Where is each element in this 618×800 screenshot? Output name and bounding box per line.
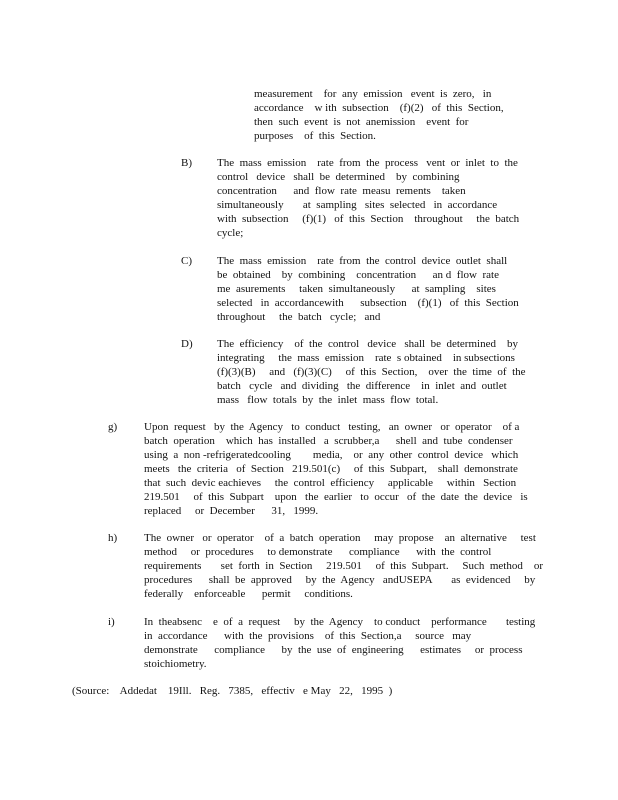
text-line: then such event is not anemission event for xyxy=(254,116,469,128)
text-line: throughout the batch cycle; and xyxy=(217,311,381,323)
text-line: demonstrate compliance by the use of engineering estimates or process xyxy=(144,644,523,656)
section-i-paragraph xyxy=(144,615,535,671)
text-line: concentration and flow rate measu rements taken xyxy=(217,185,466,197)
text-line: 219.501 of this Subpart upon the earlier to occur of the date the device is xyxy=(144,491,528,503)
text-line: The owner or operator of a batch operation may propose an alternative test xyxy=(144,532,536,544)
item-label-b: B) xyxy=(181,157,192,169)
section-label-g: g) xyxy=(108,421,118,433)
text-line: measurement for any emission event is zero, in xyxy=(254,88,492,100)
text-line: The mass emission rate from the control device outlet shall xyxy=(217,255,508,267)
section-label-i: i) xyxy=(108,616,115,628)
text-line: Upon request by the Agency to conduct testing, an owner or operator of a xyxy=(144,421,520,433)
text-line: simultaneously at sampling sites selected in accordance xyxy=(217,199,498,211)
text-line: federally enforceable permit conditions. xyxy=(144,588,353,600)
item-b-paragraph xyxy=(217,156,519,240)
text-line: with subsection (f)(1) of this Section throughout the batch xyxy=(217,213,520,225)
text-line: me asurements taken simultaneously at sampling sites xyxy=(217,283,496,295)
continuation-paragraph xyxy=(254,87,504,143)
text-line: The efficiency of the control device shall be determined by xyxy=(217,338,518,350)
text-line: method or procedures to demonstrate compliance with the control xyxy=(144,546,492,558)
source-note-text: (Source: Addedat 19Ill. Reg. 7385, effectiv e May 22, 1995 ) xyxy=(72,685,393,697)
item-d-paragraph xyxy=(217,337,526,407)
item-c-paragraph xyxy=(217,254,519,324)
text-line: control device shall be determined by combining xyxy=(217,171,460,183)
text-line: (f)(3)(B) and (f)(3)(C) of this Section, over the time of the xyxy=(217,366,526,378)
text-line: be obtained by combining concentration an d flow rate xyxy=(217,269,499,281)
text-line: using a non -refrigeratedcooling media, or any other control device which xyxy=(144,449,519,461)
text-line: accordance w ith subsection (f)(2) of this Section, xyxy=(254,102,504,114)
text-line: replaced or December 31, 1999. xyxy=(144,505,319,517)
section-g-paragraph xyxy=(144,420,528,518)
section-h-paragraph xyxy=(144,531,543,601)
text-line: cycle; xyxy=(217,227,244,239)
text-line: meets the criteria of Section 219.501(c) of this Subpart, shall demonstrate xyxy=(144,463,518,475)
section-label-h: h) xyxy=(108,532,118,544)
text-line: requirements set forth in Section 219.501 of this Subpart. Such method or xyxy=(144,560,544,572)
text-line: that such devic eachieves the control efficiency applicable within Section xyxy=(144,477,517,489)
text-line: stoichiometry. xyxy=(144,658,207,670)
item-label-d: D) xyxy=(181,338,193,350)
text-line: in accordance with the provisions of this Section,a source may xyxy=(144,630,472,642)
source-note xyxy=(72,684,392,698)
text-line: selected in accordancewith subsection (f)(1) of this Section xyxy=(217,297,519,309)
text-line: purposes of this Section. xyxy=(254,130,376,142)
text-line: batch operation which has installed a scrubber,a shell and tube condenser xyxy=(144,435,513,447)
item-label-c: C) xyxy=(181,255,192,267)
text-line: The mass emission rate from the process vent or inlet to the xyxy=(217,157,518,169)
text-line: In theabsenc e of a request by the Agency to conduct performance testing xyxy=(144,616,536,628)
text-line: mass flow totals by the inlet mass flow total. xyxy=(217,394,439,406)
text-line: integrating the mass emission rate s obtained in subsections xyxy=(217,352,515,364)
text-line: batch cycle and dividing the difference in inlet and outlet xyxy=(217,380,507,392)
text-line: procedures shall be approved by the Agency andUSEPA as evidenced by xyxy=(144,574,536,586)
